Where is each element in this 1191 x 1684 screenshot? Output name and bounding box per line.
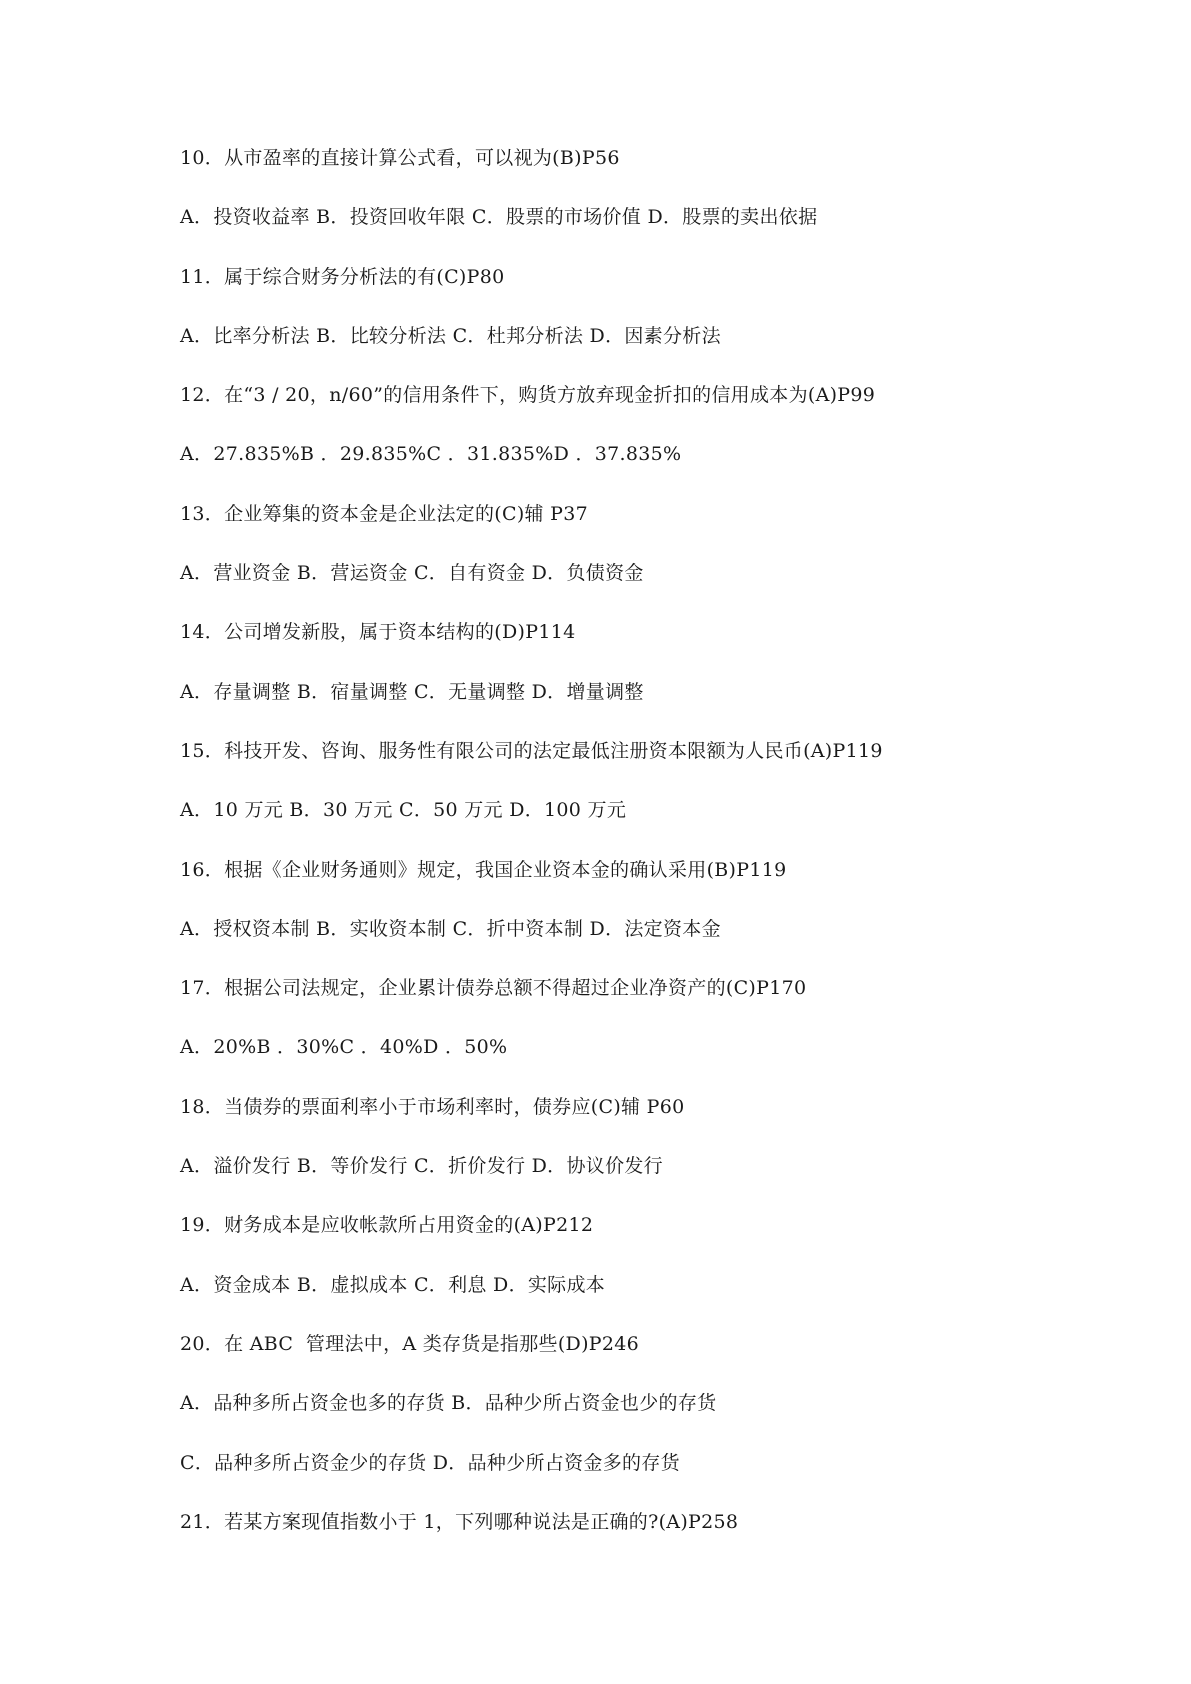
question-16-options: A．授权资本制 B．实收资本制 C．折中资本制 D．法定资本金: [180, 917, 721, 940]
question-20-options-cd: C．品种多所占资金少的存货 D．品种少所占资金多的存货: [180, 1451, 680, 1474]
question-11-options: A．比率分析法 B．比较分析法 C．杜邦分析法 D．因素分析法: [180, 324, 721, 347]
question-12-options: A．27.835%B ．29.835%C ．31.835%D ．37.835%: [180, 443, 682, 466]
question-10-options: A．投资收益率 B．投资回收年限 C．股票的市场价值 D．股票的卖出依据: [180, 206, 818, 229]
question-15-options: A．10 万元 B．30 万元 C．50 万元 D．100 万元: [180, 799, 627, 822]
question-11: 11．属于综合财务分析法的有(C)P80: [180, 265, 505, 288]
question-19-options: A．资金成本 B．虚拟成本 C．利息 D．实际成本: [180, 1273, 606, 1296]
question-14-options: A．存量调整 B．宿量调整 C．无量调整 D．增量调整: [180, 680, 644, 703]
question-17-options: A．20%B ．30%C ．40%D ．50%: [180, 1036, 508, 1059]
question-13-options: A．营业资金 B．营运资金 C．自有资金 D．负债资金: [180, 562, 644, 585]
question-19: 19．财务成本是应收帐款所占用资金的(A)P212: [180, 1214, 594, 1237]
question-10: 10．从市盈率的直接计算公式看，可以视为(B)P56: [180, 147, 620, 169]
question-13: 13．企业筹集的资本金是企业法定的(C)辅 P37: [180, 502, 589, 525]
question-16: 16．根据《企业财务通则》规定，我国企业资本金的确认采用(B)P119: [180, 858, 787, 881]
question-17: 17．根据公司法规定，企业累计债券总额不得超过企业净资产的(C)P170: [180, 977, 807, 1000]
question-20-options-ab: A．品种多所占资金也多的存货 B．品种少所占资金也少的存货: [180, 1392, 717, 1415]
question-21: 21．若某方案现值指数小于 1，下列哪种说法是正确的?(A)P258: [180, 1510, 739, 1533]
question-14: 14．公司增发新股，属于资本结构的(D)P114: [180, 621, 576, 644]
question-12: 12．在“3 / 20，n/60”的信用条件下，购货方放弃现金折扣的信用成本为(A)P99: [180, 384, 876, 407]
question-20: 20．在 ABC 管理法中，A 类存货是指那些(D)P246: [180, 1332, 640, 1355]
question-15: 15．科技开发、咨询、服务性有限公司的法定最低注册资本限额为人民币(A)P119: [180, 739, 883, 762]
question-18-options: A．溢价发行 B．等价发行 C．折价发行 D．协议价发行: [180, 1155, 663, 1178]
question-18: 18．当债券的票面利率小于市场利率时，债券应(C)辅 P60: [180, 1095, 685, 1118]
question-list: [180, 143, 1140, 1566]
